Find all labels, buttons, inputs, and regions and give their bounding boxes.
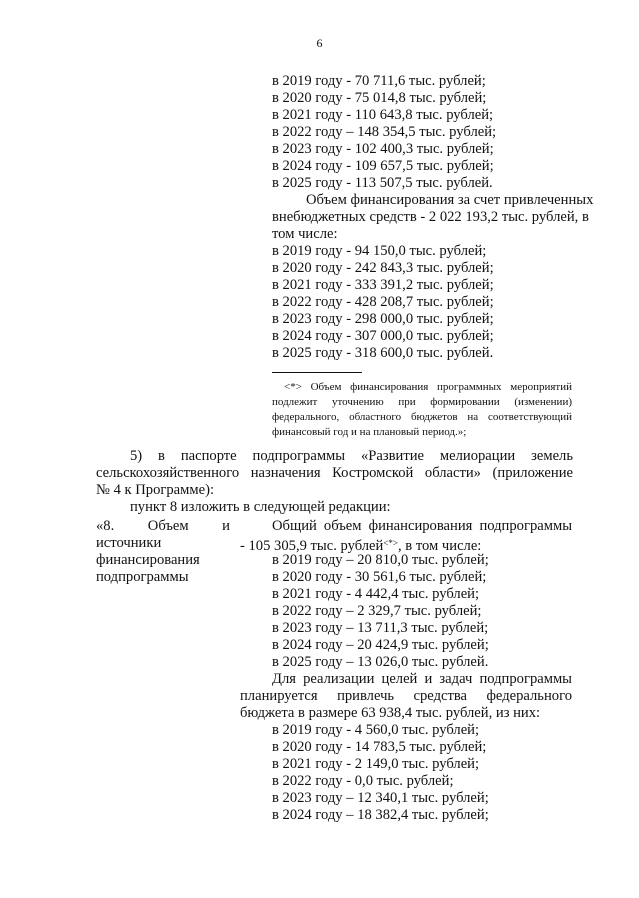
paragraph-line: Для реализации целей и задач подпрограммы (272, 671, 572, 687)
year-line: в 2021 году - 4 442,4 тыс. рублей; (272, 586, 480, 602)
year-line: в 2021 году - 2 149,0 тыс. рублей; (272, 756, 480, 772)
footnote-line: финансовый год и на плановый период.»; (272, 426, 467, 438)
year-line: в 2025 году - 113 507,5 тыс. рублей. (272, 175, 493, 191)
year-line: в 2024 году – 20 424,9 тыс. рублей; (272, 637, 489, 653)
year-line: в 2019 году – 20 810,0 тыс. рублей; (272, 552, 489, 568)
year-line: в 2024 году - 307 000,0 тыс. рублей; (272, 328, 494, 344)
year-line: в 2020 году - 75 014,8 тыс. рублей; (272, 90, 487, 106)
year-line: в 2019 году - 4 560,0 тыс. рублей; (272, 722, 480, 738)
page-number: 6 (316, 36, 323, 50)
year-line: в 2023 году - 102 400,3 тыс. рублей; (272, 141, 494, 157)
year-line: в 2019 году - 94 150,0 тыс. рублей; (272, 243, 487, 259)
table-left-cell: источники (96, 535, 162, 551)
paragraph-line: том числе: (272, 226, 338, 242)
year-line: в 2021 году - 110 643,8 тыс. рублей; (272, 107, 494, 123)
paragraph-line: № 4 к Программе): (96, 482, 215, 498)
year-line: в 2025 году – 13 026,0 тыс. рублей. (272, 654, 489, 670)
paragraph-line: бюджета в размере 63 938,4 тыс. рублей, из них: (240, 705, 541, 721)
year-line: в 2020 году - 242 843,3 тыс. рублей; (272, 260, 494, 276)
year-line: в 2025 году - 318 600,0 тыс. рублей. (272, 345, 494, 361)
paragraph-line: 5) в паспорте подпрограммы «Развитие мелиорации земель (130, 448, 573, 464)
table-total-line: Общий объем финансирования подпрограммы (272, 518, 572, 534)
paragraph-line: планируется привлечь средства федерального (240, 688, 572, 704)
year-line: в 2022 году – 2 329,7 тыс. рублей; (272, 603, 482, 619)
year-line: в 2022 году – 148 354,5 тыс. рублей; (272, 124, 497, 140)
year-line: в 2020 году - 30 561,6 тыс. рублей; (272, 569, 487, 585)
year-line: в 2020 году - 14 783,5 тыс. рублей; (272, 739, 487, 755)
year-line: в 2024 году – 18 382,4 тыс. рублей; (272, 807, 489, 823)
footnote-line: подлежит уточнению при формировании (изменении) (272, 396, 572, 408)
paragraph-line: Объем финансирования за счет привлеченных (306, 192, 594, 208)
year-line: в 2022 году - 0,0 тыс. рублей; (272, 773, 454, 789)
footnote-line: федерального, областного бюджетов на соответствующий (272, 411, 572, 423)
footnote-rule (272, 372, 362, 373)
paragraph-line: внебюджетных средств - 2 022 193,2 тыс. рублей, в (272, 209, 589, 225)
table-left-cell: финансирования (96, 552, 200, 568)
paragraph-line: сельскохозяйственного назначения Костромской области» (приложение (96, 465, 573, 481)
footnote-line: <*> Объем финансирования программных мероприятий (284, 381, 572, 393)
year-line: в 2023 году - 298 000,0 тыс. рублей; (272, 311, 494, 327)
table-left-cell: «8. Объем и (96, 518, 230, 534)
table-left-cell: подпрограммы (96, 569, 189, 585)
year-line: в 2021 году - 333 391,2 тыс. рублей; (272, 277, 494, 293)
footnote-marker: <*> (383, 538, 398, 548)
paragraph-line: пункт 8 изложить в следующей редакции: (130, 499, 391, 515)
year-line: в 2023 году – 12 340,1 тыс. рублей; (272, 790, 489, 806)
year-line: в 2019 году - 70 711,6 тыс. рублей; (272, 73, 486, 89)
table-total-line: - 105 305,9 тыс. рублей<*>, в том числе: (240, 538, 482, 554)
year-line: в 2022 году - 428 208,7 тыс. рублей; (272, 294, 494, 310)
year-line: в 2024 году - 109 657,5 тыс. рублей; (272, 158, 494, 174)
year-line: в 2023 году – 13 711,3 тыс. рублей; (272, 620, 489, 636)
